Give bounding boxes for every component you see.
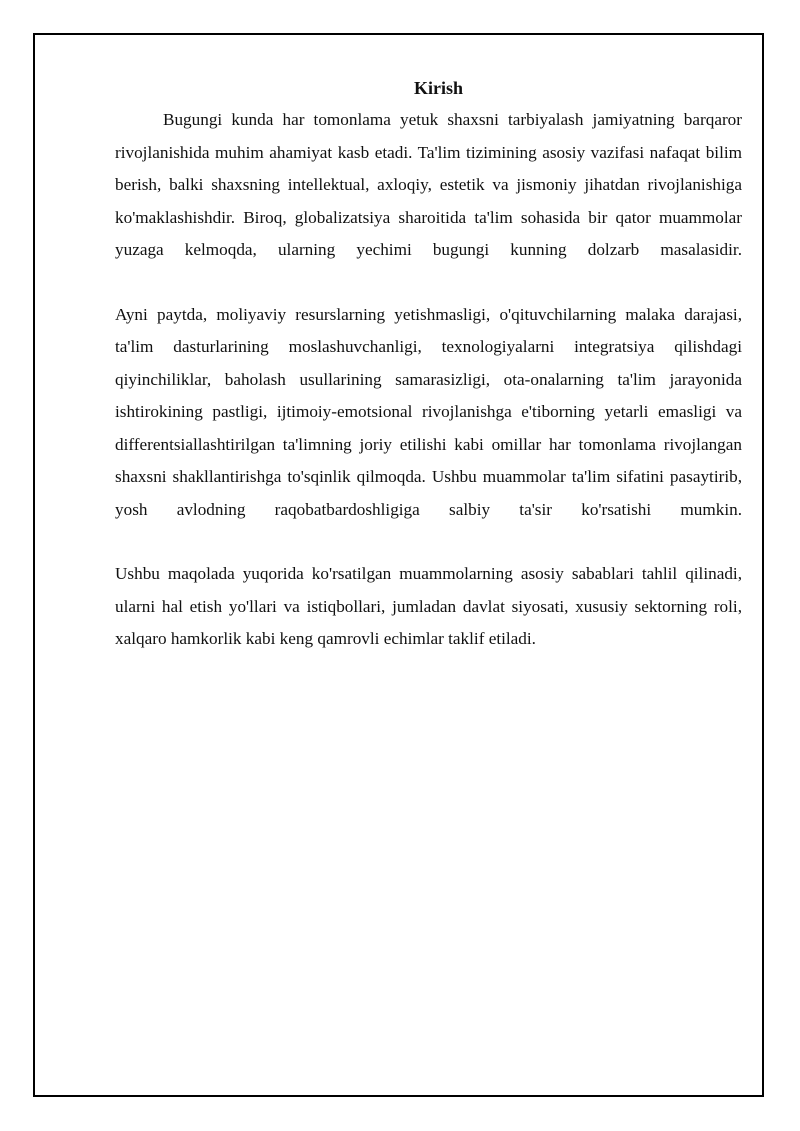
document-title: Kirish bbox=[413, 78, 463, 98]
document-body bbox=[115, 76, 742, 656]
paragraph-problems: Ayni paytda, moliyaviy resurslarning yetishmasligi, o'qituvchilarning malaka darajasi, ta'lim dasturlarining moslashuvchanligi, texnologiyalarni integratsiya qilishdagi qiyinchiliklar, baholash usullarining samarasizligi, ota-onalarning ta'lim jarayonida ishtirokining pastligi, ijtimoiy-emotsional rivojlanishga e'tiborning yetarli emasligi va differentsiallashtirilgan ta'limning joriy etilishi kabi omillar har tomonlama rivojlangan shaxsni shakllantirishga to'sqinlik qilmoqda. Ushbu muammolar ta'lim sifatini pasaytirib, yosh avlodning raqobatbardoshligiga salbiy ta'sir ko'rsatishi mumkin. bbox=[115, 304, 742, 519]
paragraph-article-purpose: Ushbu maqolada yuqorida ko'rsatilgan muammolarning asosiy sabablari tahlil qilinadi, ularni hal etish yo'llari va istiqbollari, jumladan davlat siyosati, xususiy sektorning roli, xalqaro hamkorlik kabi keng qamrovli echimlar taklif etiladi. bbox=[115, 564, 742, 648]
paragraph-introduction: Bugungi kunda har tomonlama yetuk shaxsni tarbiyalash jamiyatning barqaror rivojlanishida muhim ahamiyat kasb etadi. Ta'lim tizimining asosiy vazifasi nafaqat bilim berish, balki shaxsning intellektual, axloqiy, estetik va jismoniy jihatdan rivojlanishiga ko'maklashishdir. Biroq, globalizatsiya sharoitida ta'lim sohasida bir qator muammolar yuzaga kelmoqda, ularning yechimi bugungi kunning dolzarb masalasidir. bbox=[115, 110, 742, 259]
